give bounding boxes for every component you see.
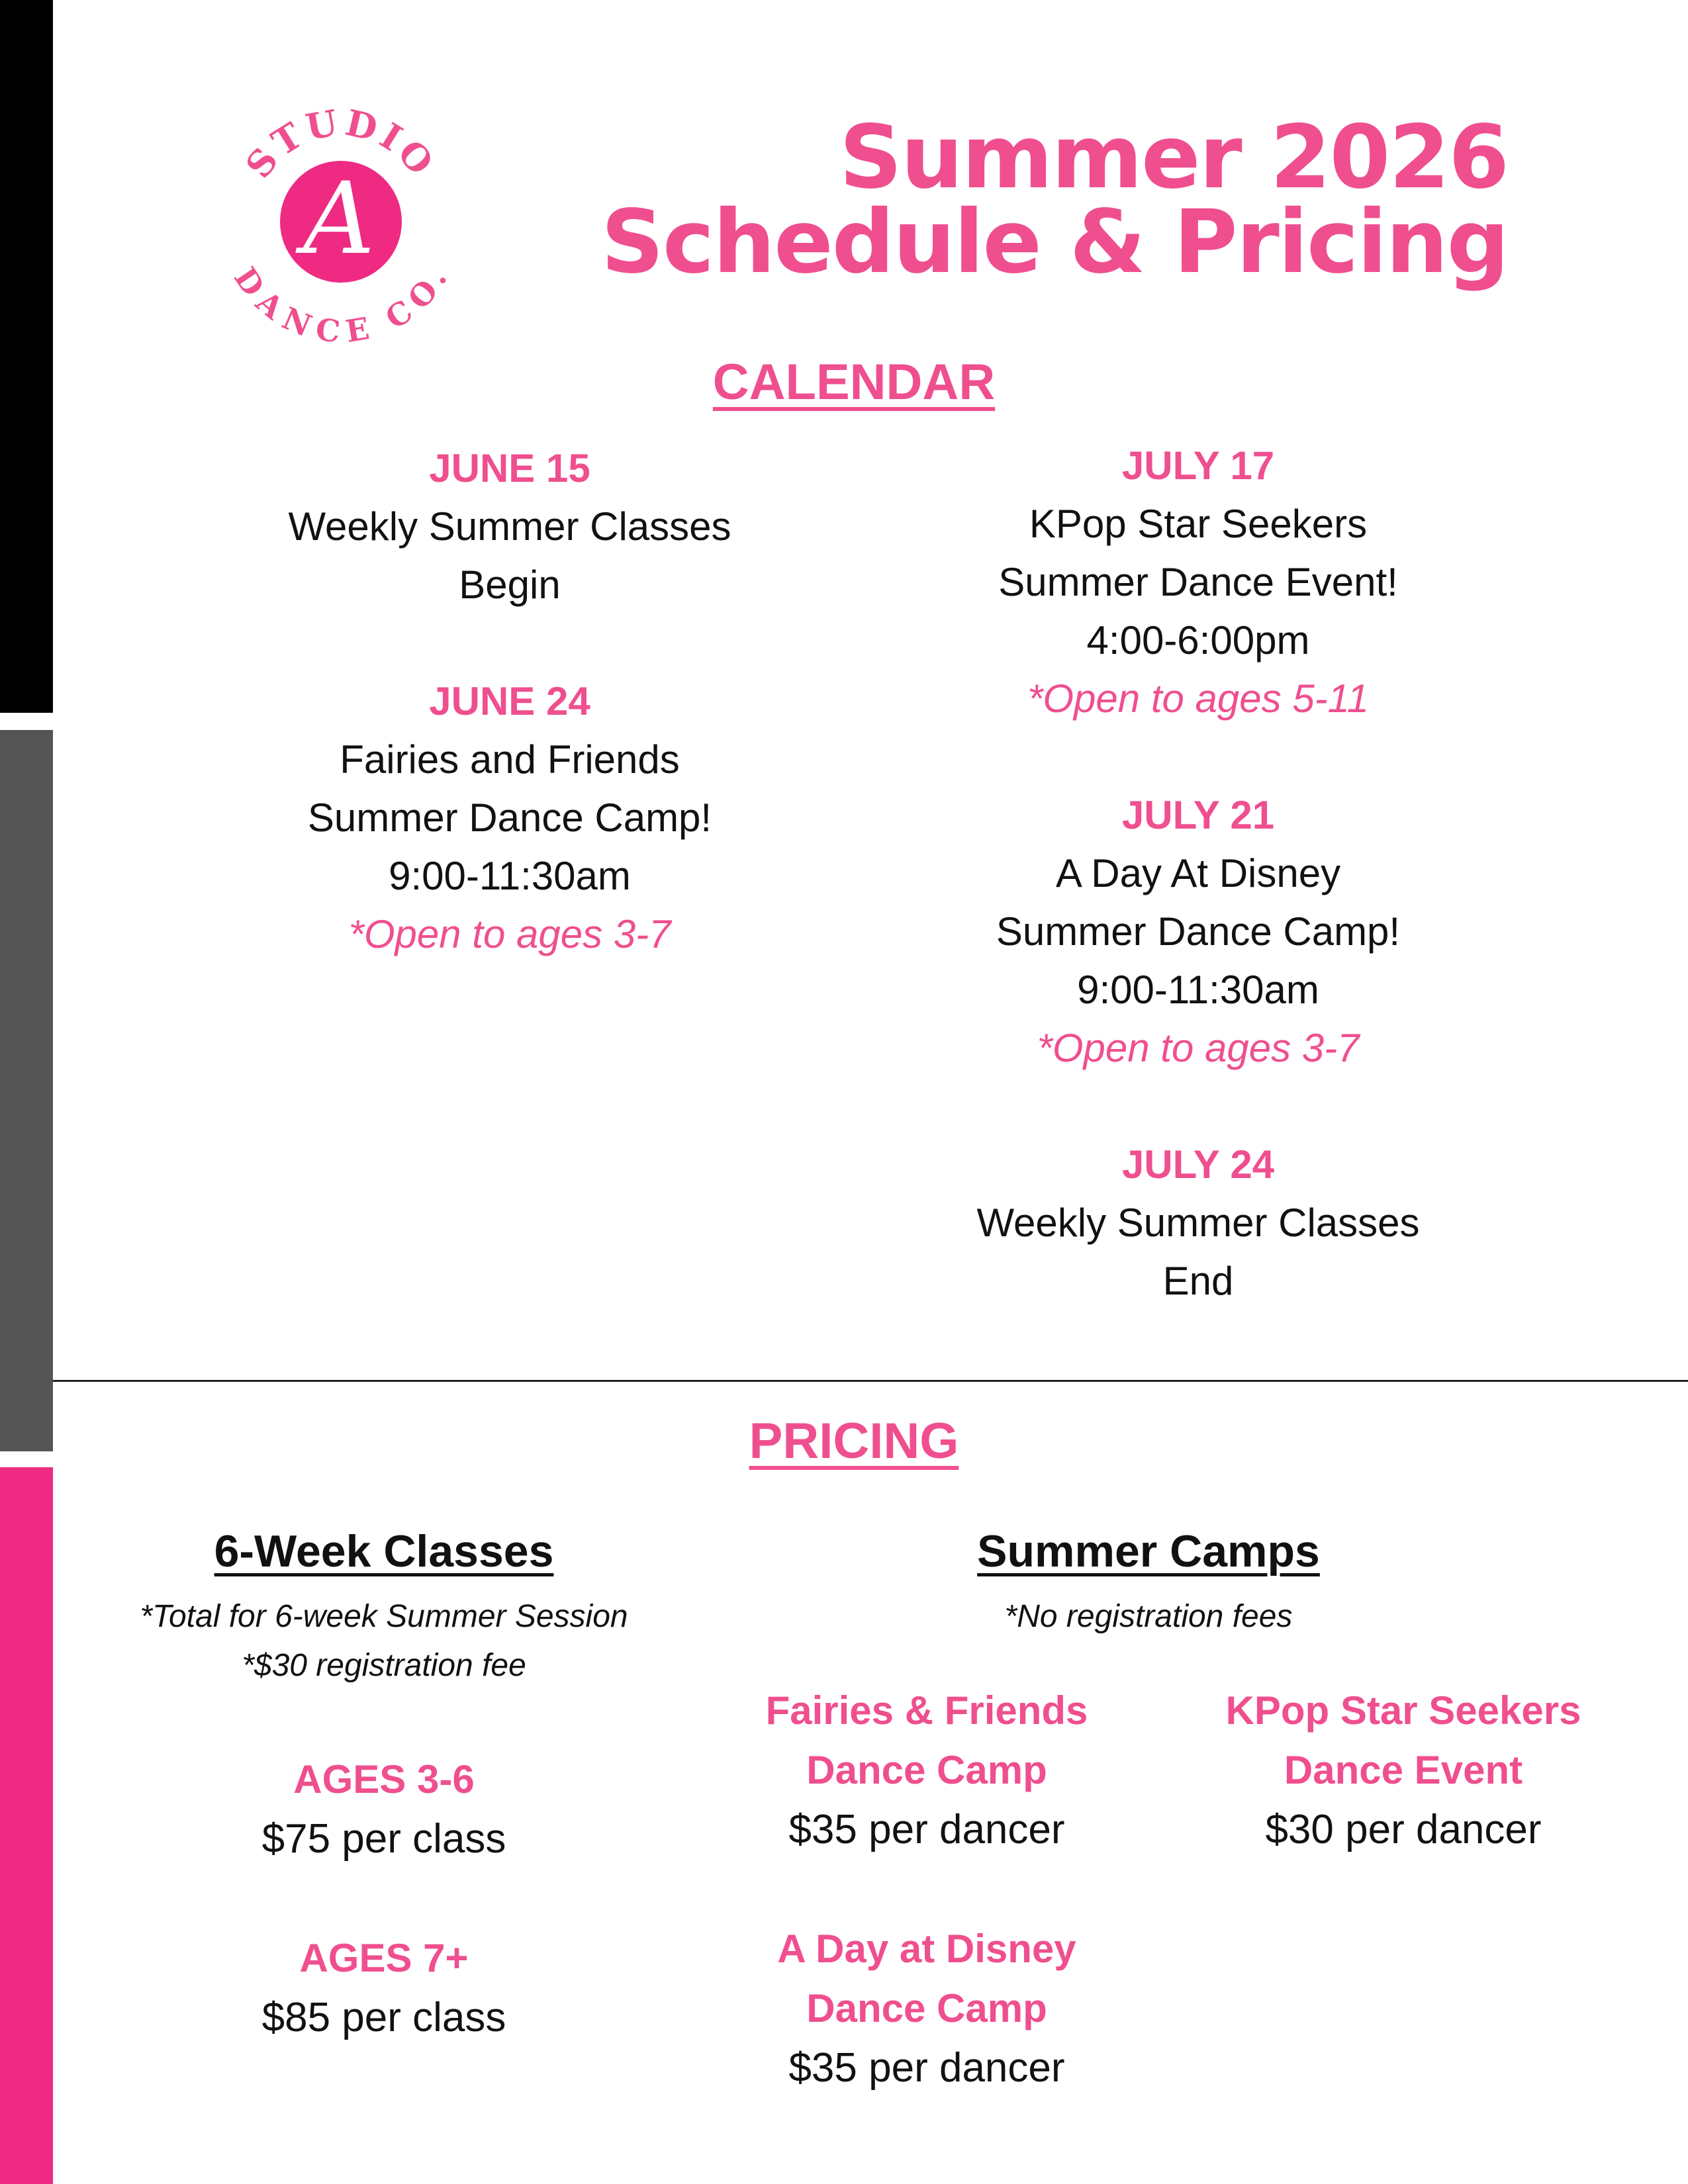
entry-line: A Day At Disney xyxy=(1055,851,1341,895)
entry-line: Summer Dance Event! xyxy=(998,560,1398,604)
entry-date: JULY 24 xyxy=(1121,1142,1275,1187)
entry-age-note: *Open to ages 3-7 xyxy=(348,912,671,956)
side-bar-black xyxy=(0,0,53,713)
entry-line: 9:00-11:30am xyxy=(389,854,631,898)
calendar-entry xyxy=(900,1136,1496,1310)
logo-bottom-text: DANCE CO. xyxy=(227,260,455,344)
camp-name-line2: Dance Event xyxy=(1284,1748,1523,1792)
entry-line: End xyxy=(1162,1259,1234,1303)
camps-pricing-header xyxy=(884,1526,1413,1641)
classes-note: *$30 registration fee xyxy=(242,1648,526,1683)
camps-title: Summer Camps xyxy=(977,1526,1320,1576)
page-title-line1: Summer 2026 xyxy=(839,107,1508,208)
camp-name-line2: Dance Camp xyxy=(806,1986,1047,2030)
side-bar-pink xyxy=(0,1467,53,2184)
classes-note: *Total for 6-week Summer Session xyxy=(140,1599,628,1634)
page-title-line2: Schedule & Pricing xyxy=(600,191,1508,293)
logo-letter: A xyxy=(303,161,375,277)
entry-line: Summer Dance Camp! xyxy=(307,796,712,840)
calendar-entry xyxy=(212,439,808,614)
calendar-left-column xyxy=(212,439,808,964)
classes-title: 6-Week Classes xyxy=(214,1526,554,1576)
camp-price: $30 per dancer xyxy=(1265,1807,1542,1852)
entry-date: JULY 21 xyxy=(1121,793,1275,837)
section-divider xyxy=(53,1380,1688,1382)
camp-name-line1: KPop Star Seekers xyxy=(1225,1688,1581,1733)
camps-note: *No registration fees xyxy=(1004,1599,1293,1634)
entry-date: JUNE 24 xyxy=(429,679,590,723)
calendar-entry xyxy=(900,786,1496,1077)
tier-price: $75 per class xyxy=(261,1816,506,1862)
camp-price: $35 per dancer xyxy=(788,1807,1065,1852)
entry-line: Begin xyxy=(459,563,561,607)
entry-line: KPop Star Seekers xyxy=(1029,502,1368,546)
calendar-entry xyxy=(212,672,808,964)
calendar-heading: CALENDAR xyxy=(712,354,996,410)
calendar-entry xyxy=(900,437,1496,728)
entry-line: Weekly Summer Classes xyxy=(976,1201,1420,1245)
tier-label: AGES 3-6 xyxy=(293,1757,475,1801)
classes-pricing-column xyxy=(119,1526,649,2048)
camp-name-line1: Fairies & Friends xyxy=(765,1688,1088,1733)
entry-date: JULY 17 xyxy=(1121,443,1275,488)
camp-item xyxy=(728,1681,1125,1860)
side-bar-gray xyxy=(0,730,53,1451)
logo-top-text: STUDIO xyxy=(237,101,445,186)
entry-age-note: *Open to ages 5-11 xyxy=(1027,676,1369,721)
camp-name-line1: A Day at Disney xyxy=(777,1927,1076,1971)
entry-line: Fairies and Friends xyxy=(340,737,680,782)
camp-price: $35 per dancer xyxy=(788,2045,1065,2091)
tier-price: $85 per class xyxy=(261,1995,506,2040)
studio-a-logo xyxy=(218,99,463,344)
entry-age-note: *Open to ages 3-7 xyxy=(1037,1026,1360,1070)
pricing-heading: PRICING xyxy=(749,1413,959,1469)
entry-line: Summer Dance Camp! xyxy=(996,909,1401,954)
entry-line: Weekly Summer Classes xyxy=(288,504,731,549)
tier-label: AGES 7+ xyxy=(299,1936,469,1980)
calendar-right-column xyxy=(900,437,1496,1310)
entry-date: JUNE 15 xyxy=(429,446,590,490)
camp-item xyxy=(1205,1681,1602,1860)
camp-name-line2: Dance Camp xyxy=(806,1748,1047,1792)
entry-line: 4:00-6:00pm xyxy=(1086,618,1310,662)
entry-line: 9:00-11:30am xyxy=(1077,968,1319,1012)
camp-item xyxy=(728,1919,1125,2098)
